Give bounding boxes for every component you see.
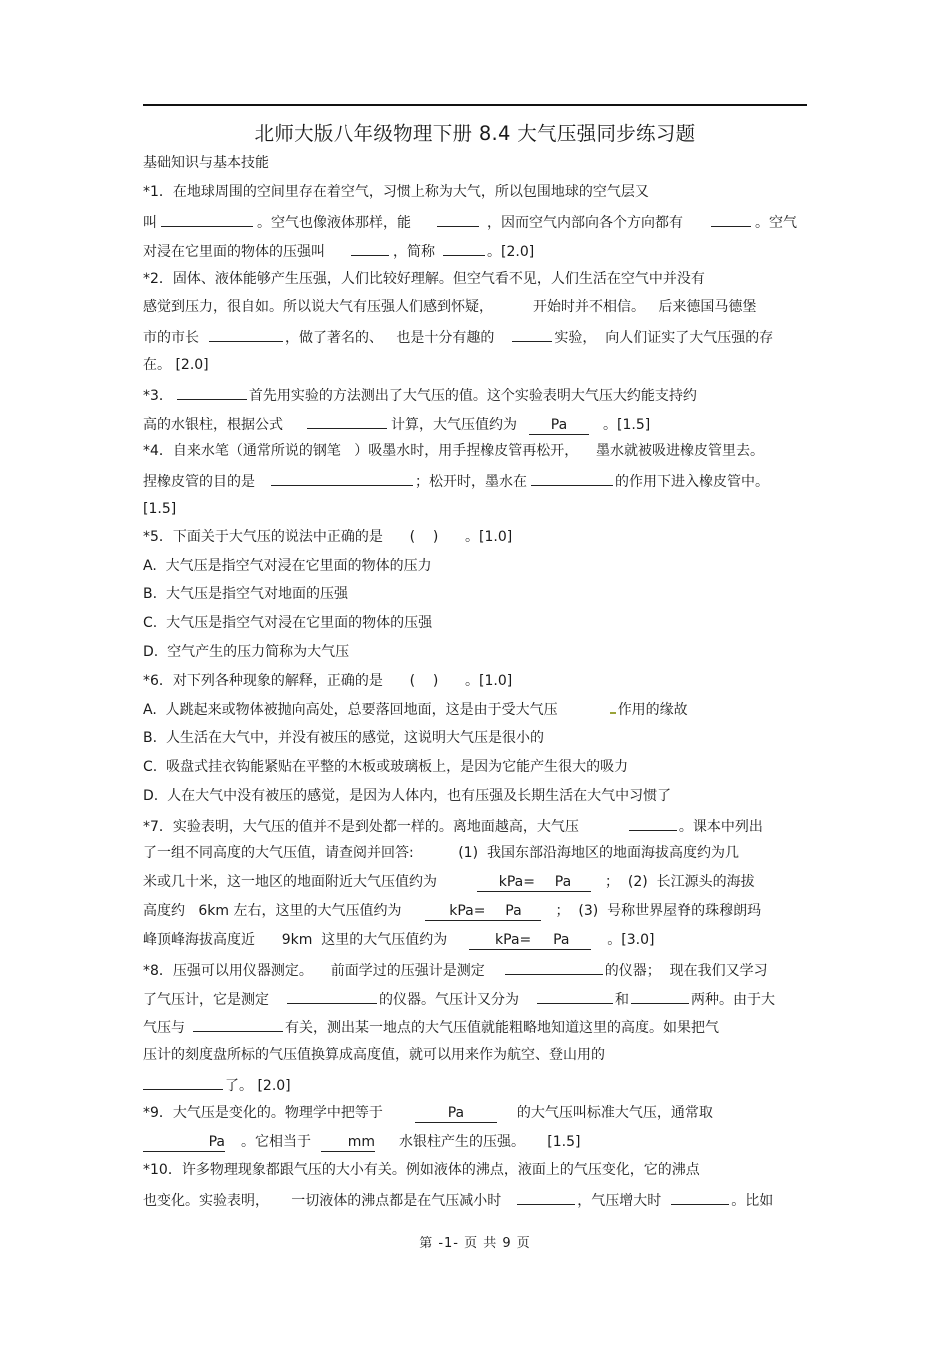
- q5-option-c[interactable]: C. 大气压是指空气对浸在它里面的物体的压强: [143, 615, 433, 631]
- blank-kpa[interactable]: kPa=: [477, 874, 535, 892]
- q6-stem: *6．对下列各种现象的解释，正确的是 ( ) 。[1.0]: [143, 673, 513, 689]
- q8-line4: 压计的刻度盘所标的气压值换算成高度值，就可以用来作为航空、登山用的: [143, 1047, 605, 1063]
- q10-line1: *10．许多物理现象都跟气压的大小有关。例如液体的沸点，液面上的气压变化，它的沸点: [143, 1162, 700, 1178]
- blank-kpa[interactable]: kPa=: [469, 932, 531, 950]
- blank[interactable]: [287, 988, 377, 1004]
- q8-line1: *8．压强可以用仪器测定。 前面学过的压强计是测定 的仪器； 现在我们又学习: [143, 959, 768, 981]
- blank[interactable]: [711, 211, 751, 227]
- q7-line5: 峰顶峰海拔高度近 9km 这里的大气压值约为 kPa= Pa 。[3.0]: [143, 932, 655, 948]
- blank[interactable]: [671, 1189, 729, 1205]
- annotation-mark-icon: [610, 712, 616, 714]
- blank[interactable]: [629, 815, 677, 831]
- q6-option-a[interactable]: A. 人跳起来或物体被抛向高处，总要落回地面，这是由于受大气压 作用的缘故: [143, 702, 688, 718]
- q5-option-a[interactable]: A. 大气压是指空气对浸在它里面的物体的压力: [143, 558, 432, 574]
- blank[interactable]: [351, 240, 389, 256]
- blank-pa[interactable]: Pa: [143, 1134, 225, 1152]
- document-title: 北师大版八年级物理下册 8.4 大气压强同步练习题: [254, 122, 696, 145]
- q3-line1: *3． 首先用实验的方法测出了大气压的值。这个实验表明大气压大约能支持约: [143, 384, 697, 406]
- blank[interactable]: [271, 470, 413, 486]
- blank[interactable]: [143, 1074, 223, 1090]
- q8-line3: 气压与 有关，测出某一地点的大气压值就能粗略地知道这里的高度。如果把气: [143, 1016, 719, 1038]
- blank[interactable]: [161, 211, 253, 227]
- q2-line3: 市的市长 ，做了著名的、 也是十分有趣的 实验， 向人们证实了大气压强的存: [143, 326, 773, 348]
- q1-line2: 叫 。空气也像液体那样，能 ，因而空气内部向各个方向都有 。空气: [143, 211, 797, 233]
- q5-stem: *5．下面关于大气压的说法中正确的是 ( ) 。[1.0]: [143, 529, 513, 545]
- q6-option-b[interactable]: B. 人生活在大气中，并没有被压的感觉，这说明大气压是很小的: [143, 730, 544, 746]
- q9-line2: Pa 。它相当于 mm 水银柱产生的压强。 [1.5]: [143, 1132, 580, 1152]
- q6-option-c[interactable]: C. 吸盘式挂衣钩能紧贴在平整的木板或玻璃板上，是因为它能产生很大的吸力: [143, 759, 629, 775]
- q7-line2: 了一组不同高度的大气压值，请查阅并回答: (1) 我国东部沿海地区的地面海拔高度约为几: [143, 845, 739, 861]
- q1-line3: 对浸在它里面的物体的压强叫 ，简称 。[2.0]: [143, 240, 534, 262]
- q2-line1: *2．固体、液体能够产生压强，人们比较好理解。但空气看不见，人们生活在空气中并没有: [143, 271, 705, 287]
- blank-mm[interactable]: mm: [321, 1134, 375, 1152]
- q5-option-b[interactable]: B. 大气压是指空气对地面的压强: [143, 586, 348, 602]
- blank[interactable]: [177, 384, 247, 400]
- blank[interactable]: [517, 1189, 575, 1205]
- blank[interactable]: [437, 211, 479, 227]
- q2-line2: 感觉到压力，很自如。所以说大气有压强人们感到怀疑， 开始时并不相信。 后来德国马德堡: [143, 299, 757, 315]
- q8-line2: 了气压计，它是测定 的仪器。气压计又分为 和 两种。由于大: [143, 988, 775, 1010]
- q5-option-d[interactable]: D. 空气产生的压力简称为大气压: [143, 644, 350, 660]
- header-rule: [143, 104, 807, 106]
- q4-line1: *4．自来水笔（通常所说的钢笔 ）吸墨水时，用手捏橡皮管再松开， 墨水就被吸进橡皮管里去。: [143, 443, 765, 459]
- blank-pa[interactable]: Pa: [535, 874, 591, 892]
- q7-line1: *7．实验表明，大气压的值并不是到处都一样的。离地面越高，大气压 。课本中列出: [143, 815, 763, 837]
- blank-pa[interactable]: Pa: [531, 932, 591, 950]
- q7-line4: 高度约 6km 左右，这里的大气压值约为 kPa= Pa ； (3) 号称世界屋脊的珠穆朗玛: [143, 903, 762, 919]
- blank[interactable]: [537, 988, 613, 1004]
- q6-option-d[interactable]: D. 人在大气中没有被压的感觉，是因为人体内，也有压强及长期生活在大气中习惯了: [143, 788, 672, 804]
- page-footer: 第 -1- 页 共 9 页: [419, 1236, 531, 1251]
- blank-pa[interactable]: Pa: [485, 903, 541, 921]
- section-heading: 基础知识与基本技能: [143, 155, 269, 171]
- blank[interactable]: [307, 413, 387, 429]
- blank-kpa[interactable]: kPa=: [425, 903, 485, 921]
- blank[interactable]: [443, 240, 485, 256]
- q3-line2: 高的水银柱，根据公式 计算，大气压值约为 Pa 。[1.5]: [143, 413, 650, 435]
- blank[interactable]: [631, 988, 689, 1004]
- q10-line2: 也变化。实验表明， 一切液体的沸点都是在气压减小时 ，气压增大时 。比如: [143, 1189, 773, 1211]
- blank[interactable]: [531, 470, 613, 486]
- blank-pa[interactable]: Pa: [529, 417, 589, 435]
- blank[interactable]: [209, 326, 283, 342]
- blank[interactable]: [505, 959, 603, 975]
- q1-line1: *1．在地球周围的空间里存在着空气，习惯上称为大气，所以包围地球的空气层又: [143, 184, 649, 200]
- blank-pa[interactable]: Pa: [415, 1105, 497, 1123]
- q4-line3: [1.5]: [143, 501, 177, 517]
- q8-line5: 了。 [2.0]: [143, 1074, 291, 1096]
- q2-line4: 在。 [2.0]: [143, 357, 209, 373]
- blank[interactable]: [193, 1016, 283, 1032]
- q9-line1: *9．大气压是变化的。物理学中把等于 Pa 的大气压叫标准大气压，通常取: [143, 1105, 713, 1121]
- blank[interactable]: [512, 326, 552, 342]
- q4-line2: 捏橡皮管的目的是 ；松开时，墨水在 的作用下进入橡皮管中。: [143, 470, 769, 492]
- q7-line3: 米或几十米，这一地区的地面附近大气压值约为 kPa= Pa ； (2) 长江源头的海拔: [143, 874, 755, 890]
